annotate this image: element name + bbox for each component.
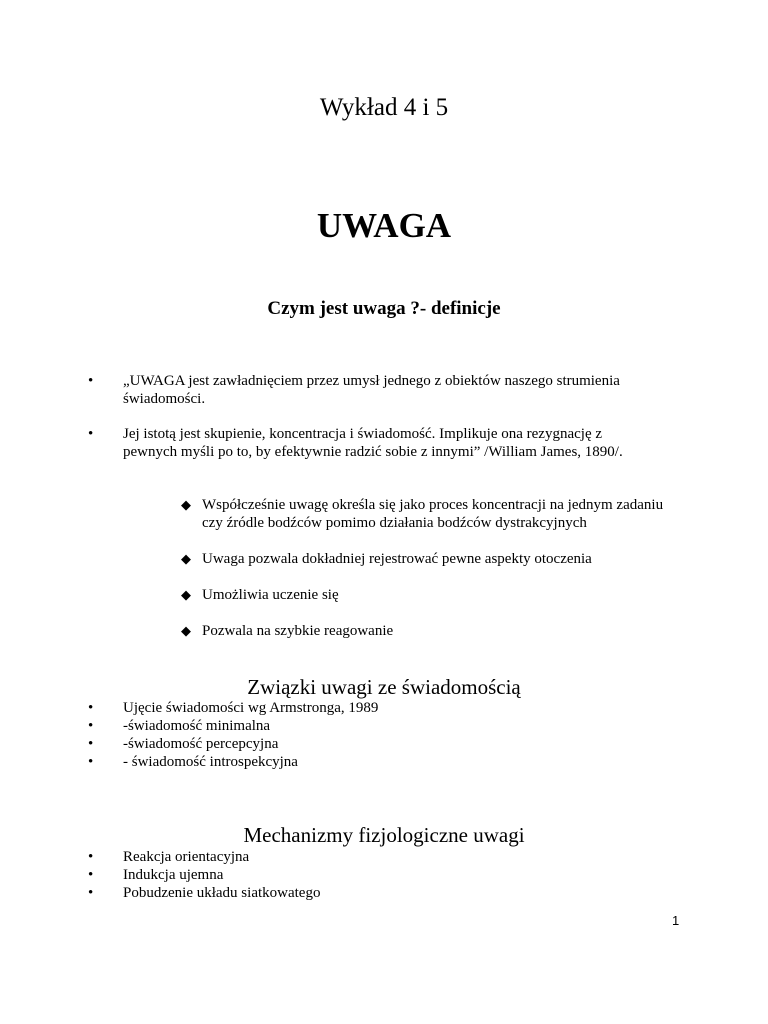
list-item-text: Jej istotą jest skupienie, koncentracja i świadomość. Implikuje ona rezygnację z pewnych myśli po to, by efektywnie radzić sobie z innymi” /William James, 1890/.	[123, 426, 623, 460]
list-item	[0, 884, 768, 902]
list-item	[0, 496, 768, 532]
main-title: UWAGA	[316, 206, 452, 245]
bullet-icon: •	[88, 885, 94, 901]
list-item-text: Współcześnie uwagę określa się jako proces koncentracji na jednym zadaniu czy źródle bodźców pomimo działania bodźców dystrakcyjnych	[202, 497, 664, 531]
list-item	[0, 753, 768, 771]
diamond-bullet-icon: ◆	[181, 497, 191, 512]
relations-list	[0, 699, 768, 771]
list-item	[0, 550, 768, 568]
diamond-list	[0, 496, 768, 658]
list-item-text: Pozwala na szybkie reagowanie	[202, 623, 394, 639]
lecture-title: Wykład 4 i 5	[319, 94, 449, 121]
page-number: 1	[672, 913, 680, 928]
mechanisms-list	[0, 848, 768, 902]
list-item	[0, 848, 768, 866]
list-item-text: - świadomość introspekcyjna	[123, 754, 298, 770]
mechanisms-heading: Mechanizmy fizjologiczne uwagi	[243, 823, 525, 847]
list-item-text: -świadomość percepcyjna	[123, 736, 279, 752]
bullet-icon: •	[88, 867, 94, 883]
list-item	[0, 735, 768, 753]
definition-list	[0, 372, 768, 478]
bullet-icon: •	[88, 736, 94, 752]
bullet-icon: •	[88, 426, 94, 442]
bullet-icon: •	[88, 373, 94, 389]
bullet-icon: •	[88, 718, 94, 734]
list-item	[0, 622, 768, 640]
list-item	[0, 425, 768, 461]
diamond-bullet-icon: ◆	[181, 551, 191, 566]
diamond-bullet-icon: ◆	[181, 587, 191, 602]
list-item-text: Uwaga pozwala dokładniej rejestrować pewne aspekty otoczenia	[202, 551, 592, 567]
list-item-text: Indukcja ujemna	[123, 867, 224, 883]
list-item-text: Pobudzenie układu siatkowatego	[123, 885, 321, 901]
bullet-icon: •	[88, 700, 94, 716]
list-item	[0, 372, 768, 408]
list-item	[0, 586, 768, 604]
list-item	[0, 866, 768, 884]
definition-heading: Czym jest uwaga ?- definicje	[267, 298, 501, 319]
bullet-icon: •	[88, 754, 94, 770]
diamond-bullet-icon: ◆	[181, 623, 191, 638]
list-item-text: Umożliwia uczenie się	[202, 587, 339, 603]
list-item-text: -świadomość minimalna	[123, 718, 271, 734]
list-item-text: „UWAGA jest zawładnięciem przez umysł jednego z obiektów naszego strumienia świadomości.	[123, 373, 620, 407]
list-item-text: Reakcja orientacyjna	[123, 849, 250, 865]
list-item	[0, 717, 768, 735]
relations-heading: Związki uwagi ze świadomością	[247, 675, 521, 699]
bullet-icon: •	[88, 849, 94, 865]
list-item-text: Ujęcie świadomości wg Armstronga, 1989	[123, 700, 379, 716]
list-item	[0, 699, 768, 717]
